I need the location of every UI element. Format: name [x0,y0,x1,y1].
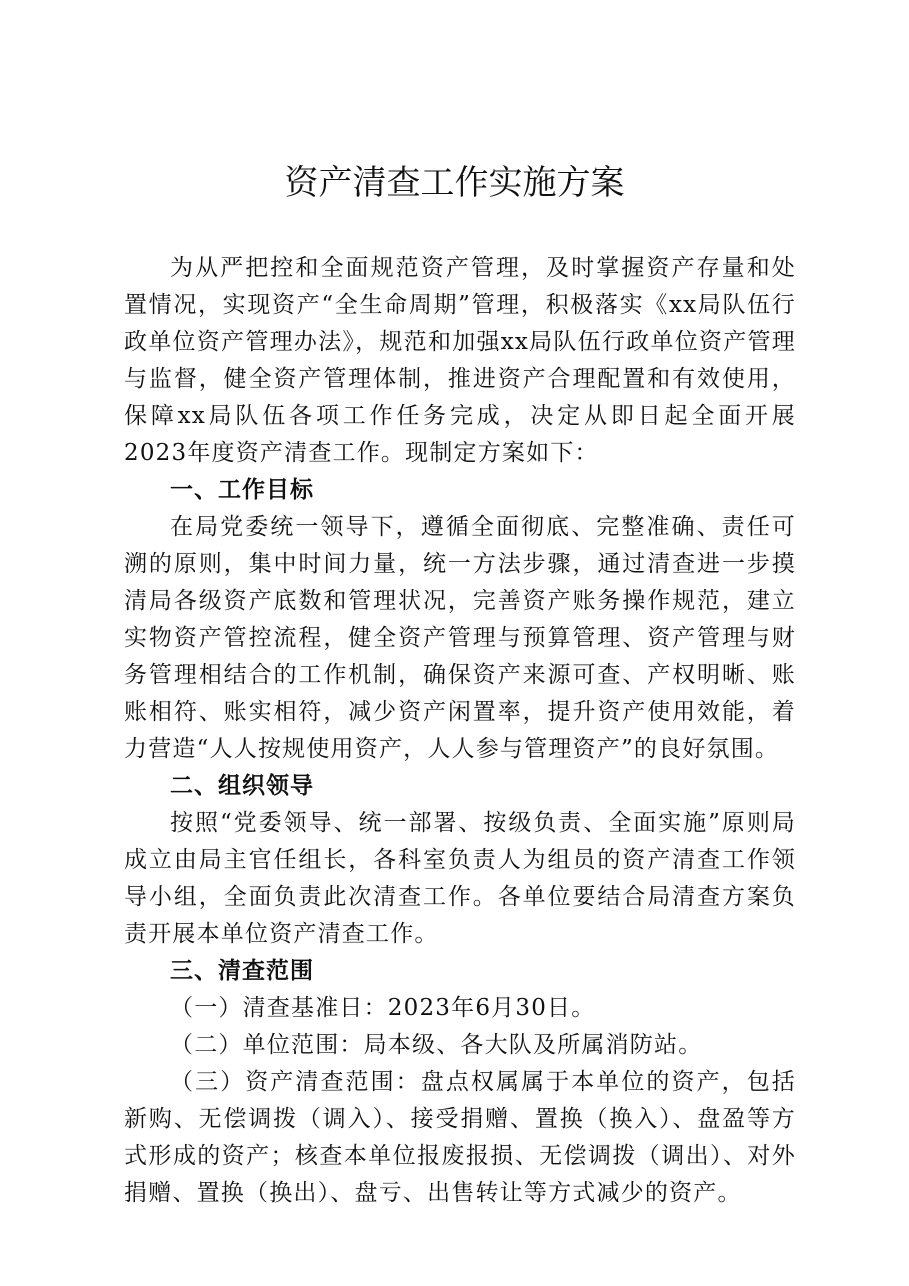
scope-base-date: （一）清查基准日：2023年6月30日。 [170,995,596,1021]
scope-assets: （三）资产清查范围：盘点权属属于本单位的资产，包括新购、无偿调拨（调入）、接受捐赠、置换（换入）、盘盈等方式形成的资产；核查本单位报废报损、无偿调拨（调出）、对外捐赠、置换（换出）、盘亏、出售转让等方式减少的资产。 [124,1069,796,1206]
section-heading-scope: 三、清查范围 [170,958,314,984]
organization-paragraph: 按照“党委领导、统一部署、按级负责、全面实施”原则局成立由局主官任组长，各科室负责人为组员的资产清查工作领导小组，全面负责此次清查工作。各单位要结合局清查方案负责开展本单位资产清查工作。 [124,810,796,947]
section-heading-organization: 二、组织领导 [170,773,314,799]
document-title: 资产清查工作实施方案 [284,163,625,203]
intro-paragraph: 为从严把控和全面规范资产管理，及时掌握资产存量和处置情况，实现资产“全生命周期”管理，积极落实《xx局队伍行政单位资产管理办法》，规范和加强xx局队伍行政单位资产管理与监督，健全资产管理体制，推进资产合理配置和有效使用，保障xx局队伍各项工作任务完成，决定从即日起全面开展2023年度资产清查工作。现制定方案如下： [124,255,796,466]
document-body [124,250,796,1212]
goals-paragraph: 在局党委统一领导下，遵循全面彻底、完整准确、责任可溯的原则，集中时间力量，统一方法步骤，通过清查进一步摸清局各级资产底数和管理状况，完善资产账务操作规范，建立实物资产管控流程，健全资产管理与预算管理、资产管理与财务管理相结合的工作机制，确保资产来源可查、产权明晰、账账相符、账实相符，减少资产闲置率，提升资产使用效能，着力营造“人人按规使用资产，人人参与管理资产”的良好氛围。 [124,514,796,762]
section-heading-goals: 一、工作目标 [170,477,314,503]
scope-units: （二）单位范围：局本级、各大队及所属消防站。 [170,1032,703,1058]
